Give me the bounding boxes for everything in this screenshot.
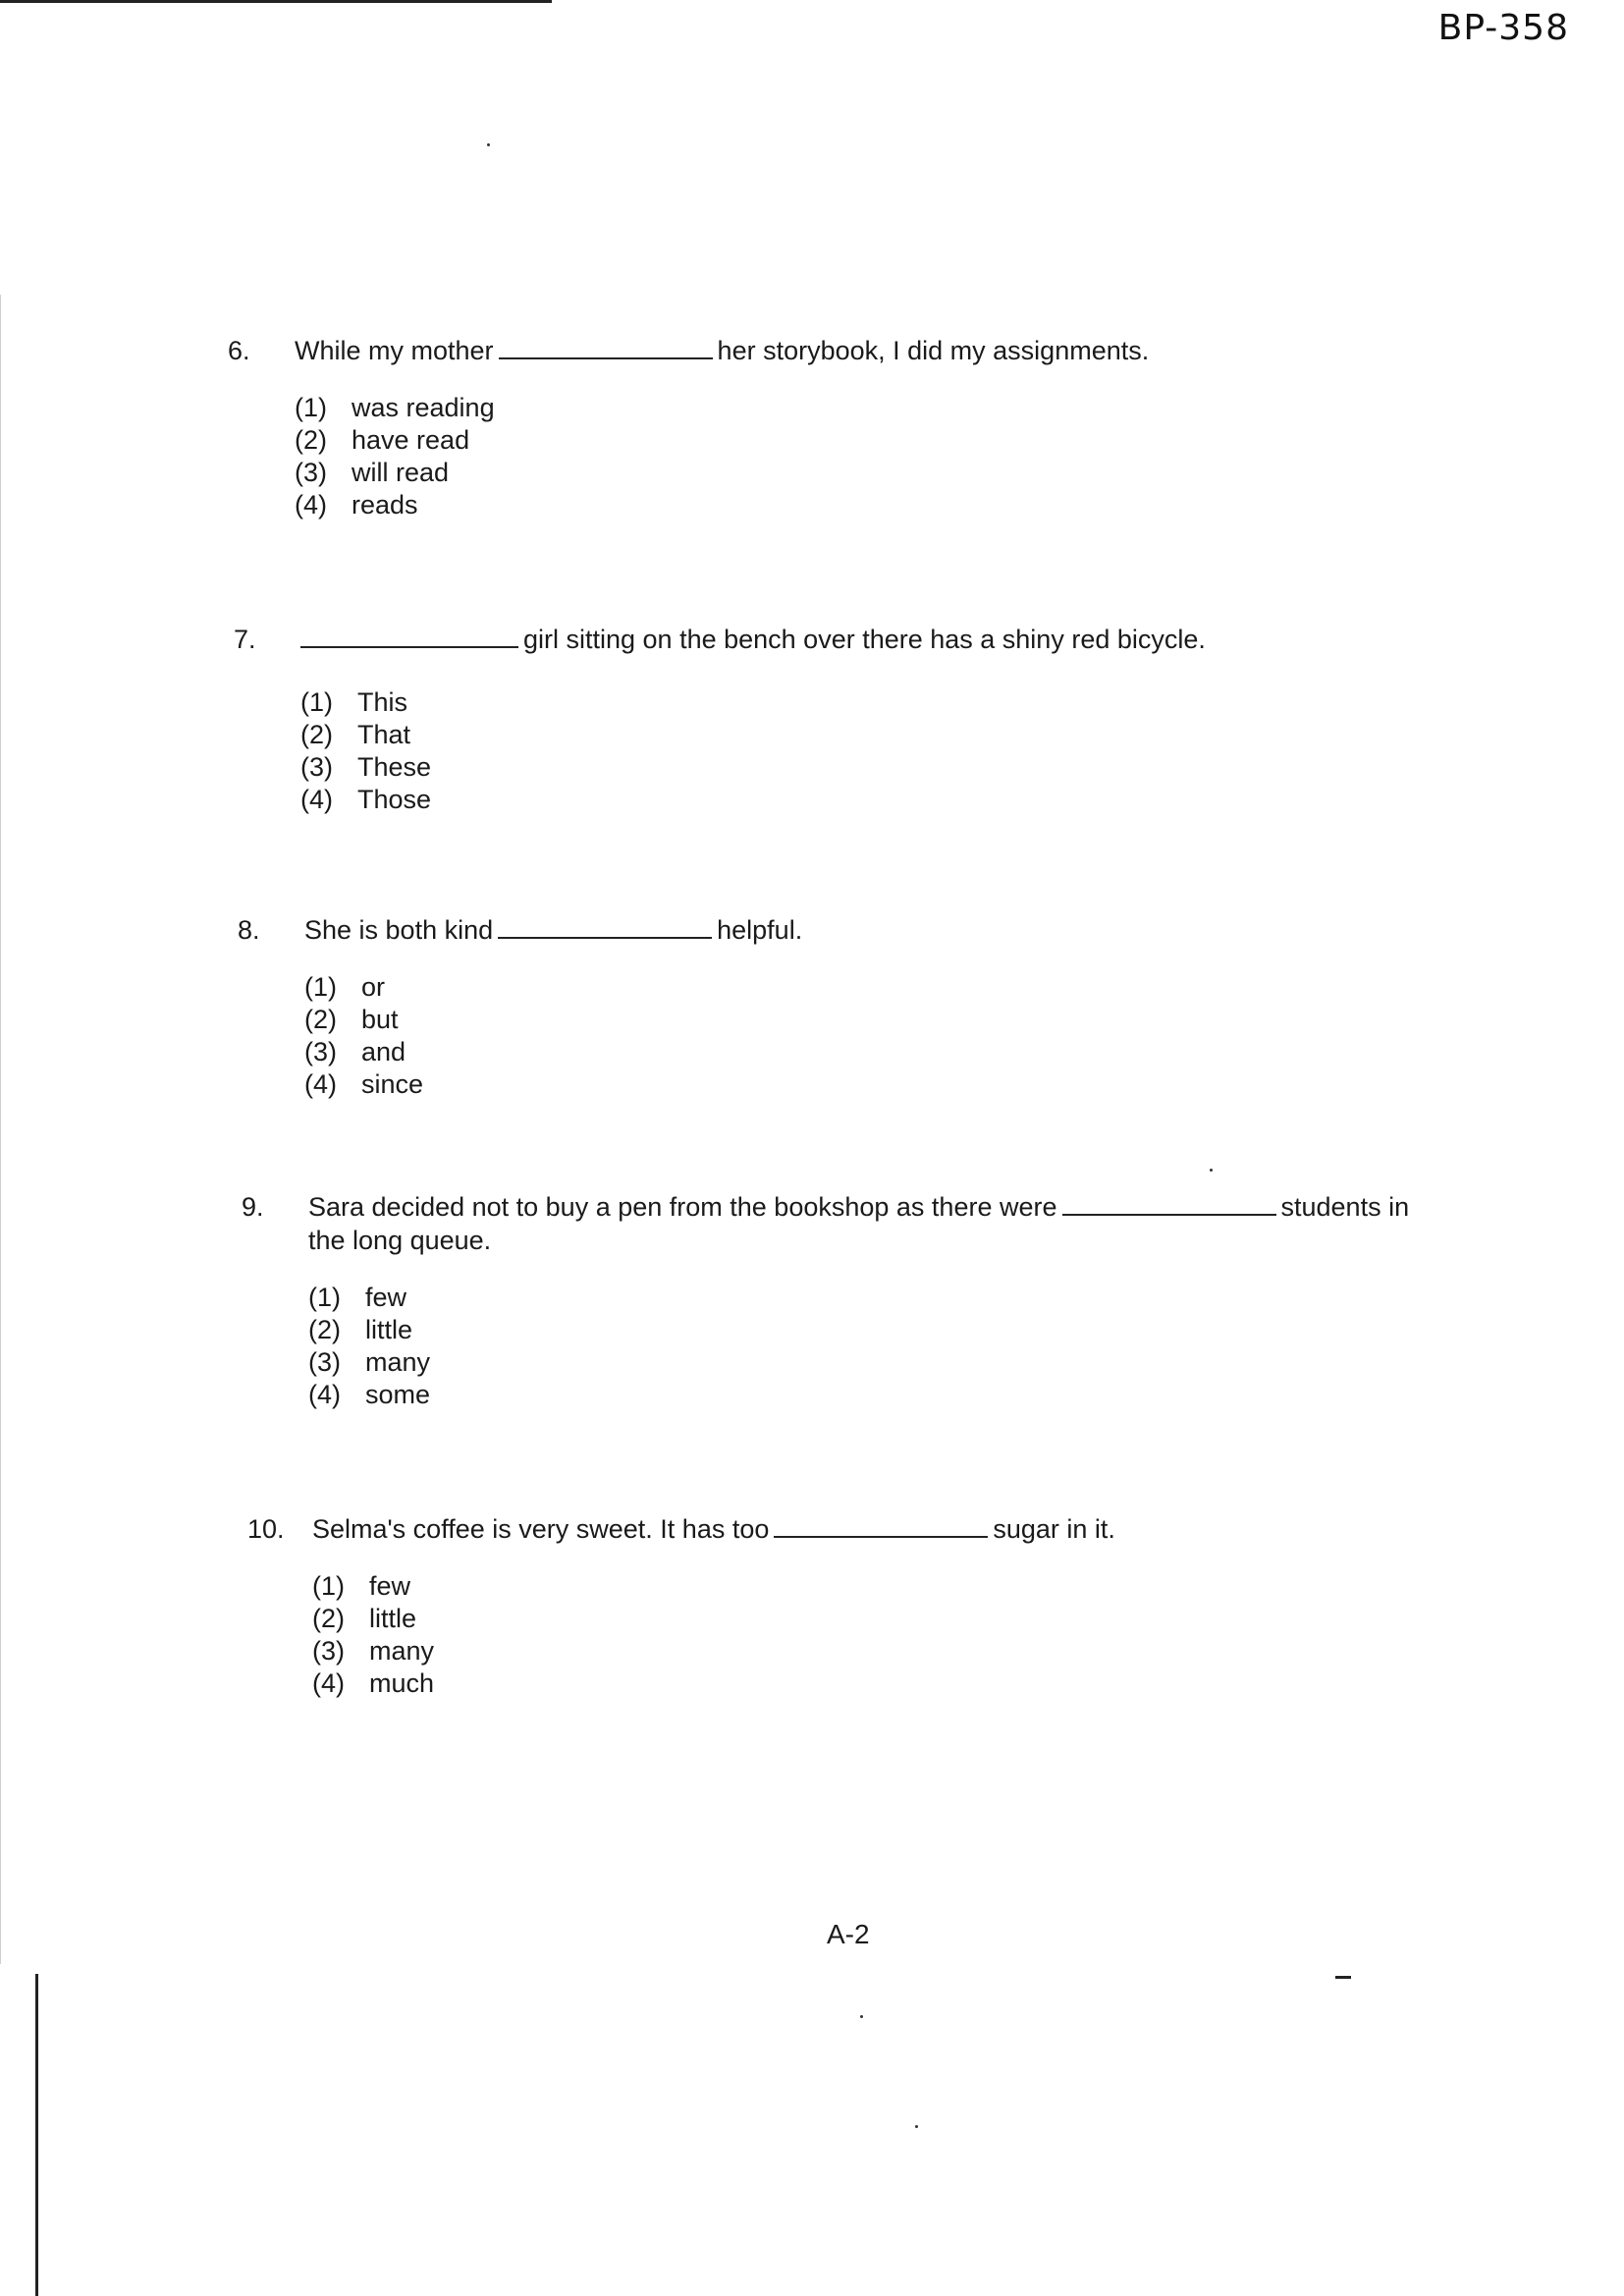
question-number: 10.: [247, 1514, 285, 1544]
option-item: (1) or: [304, 972, 386, 1002]
option-list: [234, 685, 1206, 815]
answer-blank: [498, 917, 712, 939]
question-text-after: students in: [1280, 1192, 1410, 1222]
question-6: [228, 334, 1149, 520]
scan-speck: [915, 2125, 918, 2128]
question-stem: [238, 913, 802, 947]
option-item: (2) little: [308, 1315, 413, 1344]
answer-blank: [300, 627, 518, 648]
question-text-after: helpful.: [717, 915, 803, 945]
option-item: (1) was reading: [295, 393, 495, 422]
option-item: (3) and: [304, 1037, 406, 1066]
question-number: 9.: [242, 1192, 264, 1222]
question-text-after: sugar in it.: [993, 1514, 1115, 1544]
option-item: (3) many: [308, 1347, 431, 1377]
option-item: (3) will read: [295, 458, 450, 487]
question-text-after: girl sitting on the bench over there has a shiny red bicycle.: [523, 625, 1206, 654]
option-item: (1) few: [308, 1283, 407, 1312]
option-item: (3) These: [300, 752, 432, 782]
scan-speck: [860, 2015, 863, 2018]
option-item: (2) but: [304, 1005, 399, 1034]
scan-dash-mark: [1335, 1976, 1351, 1979]
option-item: (2) have read: [295, 425, 470, 455]
question-stem: [234, 623, 1206, 656]
question-text-before: She is both kind: [304, 915, 494, 945]
question-text-before: Selma's coffee is very sweet. It has too: [312, 1514, 770, 1544]
option-item: (2) That: [300, 720, 411, 749]
scan-speck: [1210, 1169, 1213, 1172]
question-stem: [242, 1190, 1409, 1224]
option-item: (4) much: [312, 1668, 435, 1698]
option-item: (3) many: [312, 1636, 435, 1666]
document-code: BP-358: [1437, 8, 1569, 48]
question-10: [247, 1512, 1115, 1699]
option-list: [228, 391, 1149, 520]
scan-left-edge: [35, 1974, 38, 2296]
option-list: [238, 970, 802, 1100]
question-9: [242, 1190, 1409, 1410]
question-7: [234, 623, 1206, 815]
question-number: 6.: [228, 336, 250, 365]
option-item: (4) since: [304, 1069, 424, 1099]
option-item: (4) reads: [295, 490, 418, 519]
question-number: 7.: [234, 625, 256, 654]
question-number: 8.: [238, 915, 260, 945]
question-stem: [247, 1512, 1115, 1546]
answer-blank: [499, 338, 713, 359]
question-8: [238, 913, 802, 1100]
answer-blank: [1062, 1194, 1276, 1216]
option-item: (4) some: [308, 1380, 431, 1409]
option-item: (4) Those: [300, 785, 432, 814]
scan-speck: [487, 143, 490, 146]
answer-blank: [774, 1516, 988, 1538]
option-item: (2) little: [312, 1604, 417, 1633]
question-text-before: While my mother: [295, 336, 494, 365]
question-continuation: the long queue.: [308, 1226, 492, 1255]
scan-top-rule: [0, 0, 552, 3]
question-stem: [228, 334, 1149, 367]
question-text-before: Sara decided not to buy a pen from the bookshop as there were: [308, 1192, 1057, 1222]
option-item: (1) This: [300, 687, 408, 717]
option-list: [247, 1569, 1115, 1699]
option-item: (1) few: [312, 1571, 411, 1601]
question-text-after: her storybook, I did my assignments.: [717, 336, 1150, 365]
option-list: [242, 1281, 1409, 1410]
page-number: A-2: [827, 1919, 870, 1949]
scan-left-edge-faint: [0, 295, 1, 1964]
